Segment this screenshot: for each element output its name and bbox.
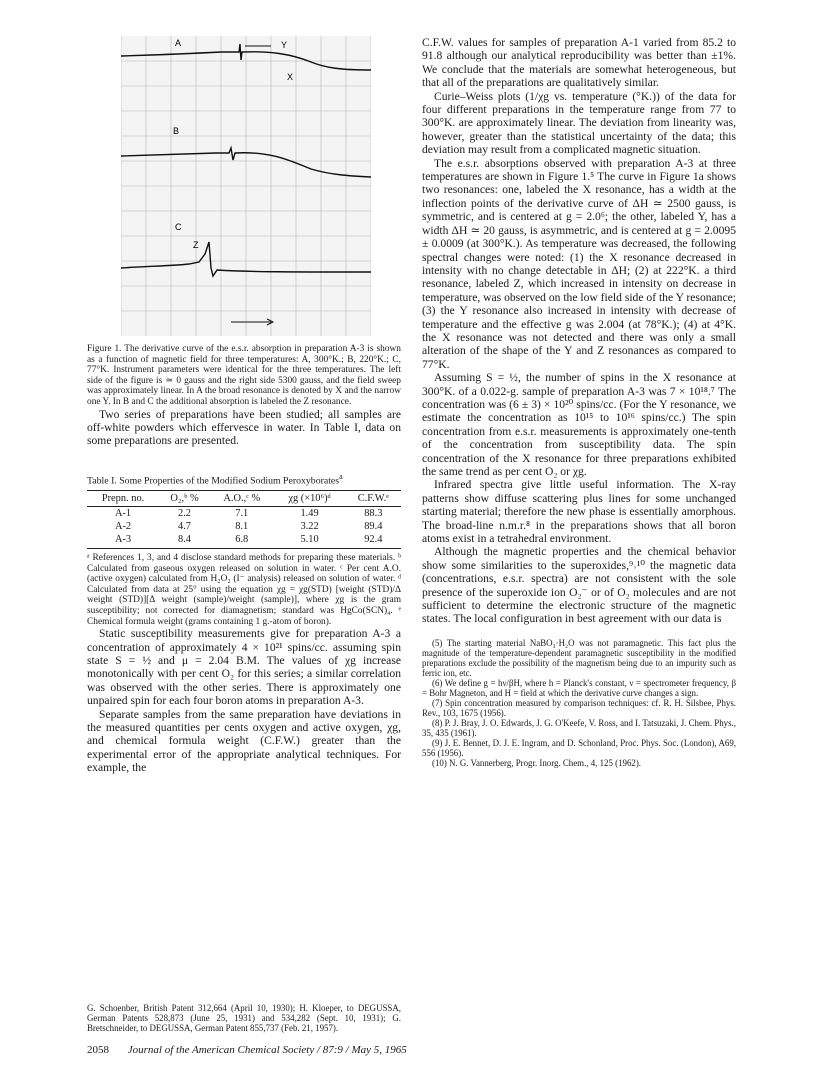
table-cell: A-2 [114, 521, 132, 533]
table-title-mark: a [339, 471, 343, 481]
table-cell: 1.49 [300, 508, 319, 520]
table-row [87, 533, 401, 549]
reference-note: (9) J. E. Bennet, D. J. E. Ingram, and D. Schonland, Proc. Phys. Soc. (London), A69, 556 (1956). [422, 737, 736, 758]
right-paragraph-4: Assuming S = ½, the number of spins in the X resonance at 300°K. of a 0.022-g. sample of preparation A-3 was 7 × 10¹⁸.⁷ The concentration was (6 ± 3) × 10²⁰ spins/cc. (For the Y resonance, we estimate the concentration as 10¹⁵ to 10¹⁶ spins/cc.) The spin concentration from e.s.r. measurements is approximately one-tenth of the concentration from susceptibility data. The spin concentration of the X resonance for three preparations exhibited the same trend as per cent O₂ or χg. [422, 371, 736, 478]
table-row [87, 507, 401, 521]
table-title [87, 472, 401, 486]
reference-note: (8) P. J. Bray, J. O. Edwards, J. G. O'Keefe, V. Ross, and I. Tatsuzaki, J. Chem. Phys., 35, 435 (1961). [422, 717, 736, 738]
y-resonance-label: Y [281, 40, 288, 50]
table-cell: 88.3 [364, 508, 383, 520]
table-cell: 7.1 [235, 508, 249, 520]
page-footer [87, 1044, 737, 1056]
right-paragraph-1: C.F.W. values for samples of preparation A-1 varied from 85.2 to 91.8 although our analytical reproducibility was better than ±1%. We conclude that the materials are somewhat heterogeneous, but that all of the preparations are qualitatively similar. [422, 36, 736, 90]
table-cell: 6.8 [210, 533, 274, 549]
left-paragraph-1: Two series of preparations have been studied; all samples are off-white powders which effervesce in water. In Table I, data on some preparations are presented. [87, 407, 401, 448]
table-header-cell: O₂,ᵇ % [159, 491, 210, 507]
left-paragraph-3: Separate samples from the same preparation have deviations in the measured quantities per cents oxygen and active oxygen, χg, and chemical formula weight (C.F.W.) greater than the experimental error of the appropriate analytical techniques. For example, the [87, 707, 401, 775]
right-paragraph-2: Curie–Weiss plots (1/χg vs. temperature (°K.)) of the data for four different preparations in the temperature range from 77 to 300°K. are approximately linear. The deviation from linearity was, however, greater than the statistical uncertainty of the data; this deviation may result from a complicated magnetic situation. [422, 89, 736, 157]
table-title-text: Table I. Some Properties of the Modified Sodium Peroxyborates [87, 475, 340, 487]
table-cell: 89.4 [364, 521, 383, 533]
table-cell: A-1 [114, 508, 132, 520]
table-cell: 92.4 [346, 533, 401, 549]
properties-table [87, 490, 401, 549]
reference-note: (5) The starting material NaBO₃·H₂O was not paramagnetic. This fact plus the magnitude of the temperature-dependent paramagnetic susceptibility in the modified preparations exclude the possibility of the magnetism being due to an impurity such as ferric ion, etc. [422, 637, 736, 678]
reference-notes [422, 638, 736, 768]
table-footnotes: ᵃ References 1, 3, and 4 disclose standard methods for preparing these materials. ᵇ Calculated from gaseous oxygen released on solution in water. ᶜ Per cent A.O. (active oxygen) calculated from H₂O₂ (I⁻ analysis) released on solution of water. ᵈ Calculated from data at 25° using the equation χg = χg(STD) [weight (STD)/Δ weight (STD)][Δ weight (sample)/weight (sample)], where χg is the gram susceptibility; not corrected for diamagnetism; standard was HgCo(SCN)₄. ᵉ Chemical formula weight (grams containing 1 g.-atom of boron). [87, 553, 401, 627]
table-header-cell: A.O.,ᶜ % [210, 491, 274, 507]
right-column [422, 36, 736, 768]
page-number: 2058 [87, 1044, 109, 1056]
table-cell: 3.22 [300, 521, 319, 533]
table-header-row [87, 491, 401, 507]
right-paragraph-3: The e.s.r. absorptions observed with preparation A-3 at three temperatures are shown in Figure 1.⁵ The curve in Figure 1a shows two resonances: one, labeled the X resonance, has a width at the inflection points of the derivative curve of ΔH ≃ 2500 gauss, is symmetric, and is centered at g = 2.0⁶; the other, labeled Y, has a width ΔH ≃ 20 gauss, is asymmetric, and is centered at g = 2.0095 ± 0.0009 (at 300°K.). As temperature was decreased, the following spectral changes were noted: (1) the X resonance decreased in intensity with no change detectable in ΔH; (2) at 222°K. a third resonance, labeled Z, which increased in intensity on decrease in temperature, was observed on the low field side of the Y resonance; (3) the Y resonance also increased in intensity with decrease of temperature and the effective g was 2.004 (at 78°K.); (4) at 4°K. the X resonance was not detected and there was only a small alteration of the shape of the Y and Z resonances as compared to 77°K. [422, 156, 736, 371]
figure-caption: Figure 1. The derivative curve of the e.s.r. absorption in preparation A-3 is shown as a function of magnetic field for three temperatures: A, 300°K.; B, 220°K.; C, 77°K. Instrument parameters were identical for the three temperatures. The left side of the figure is ≃ 0 gauss and the right side 5300 gauss, and the field sweep was approximately linear. In A the broad resonance is denoted by X and the narrow one Y. In B and C the additional absorption is labeled the Z resonance. [87, 344, 401, 407]
x-resonance-label: X [287, 72, 294, 82]
right-paragraph-5: Infrared spectra give little useful information. The X-ray patterns show diffuse scattering plus lines for some unchanged starting material; therefore the new phase is essentially amorphous. The broad-line n.m.r.⁸ in the preparations shows that all boron atoms exist in a tetrahedral environment. [422, 478, 736, 546]
left-column [87, 36, 401, 775]
table-header-cell: χg (×10⁶)ᵈ [274, 491, 346, 507]
reference-note: (7) Spin concentration measured by comparison techniques: cf. R. H. Silsbee, Phys. Rev., 103, 1675 (1956). [422, 697, 736, 718]
table-cell: 4.7 [178, 521, 192, 533]
table-cell: 8.4 [159, 533, 210, 549]
table-cell: A-3 [87, 533, 159, 549]
table-cell: 2.2 [178, 508, 192, 520]
trace-c-label: C [175, 222, 182, 232]
table-cell: 8.1 [235, 521, 249, 533]
trace-b-label: B [173, 126, 180, 136]
figure-1-esr-spectrum [121, 36, 371, 336]
right-paragraph-6: Although the magnetic properties and the chemical behavior show some similarities to the superoxides,⁹˒¹⁰ the magnetic data (concentrations, e.s.r. spectra) are not consistent with the sole presence of the superoxide ion O₂⁻ or of O₂ molecules and are not sufficient to determine the electronic structure of the magnetic states. The local configuration in best agreement with our data is [422, 545, 736, 626]
z-resonance-label: Z [193, 240, 199, 250]
left-paragraph-2: Static susceptibility measurements give for preparation A-3 a concentration of approximately 4 × 10²¹ spins/cc. assuming spin state S = ½ and μ = 2.04 B.M. The values of χg increase monotonically with per cent O₂ for this series; a similar correlation was observed with the other series. There is approximately one unpaired spin for each four boron atoms in preparation A-3. [87, 627, 401, 708]
table-row [87, 520, 401, 533]
table-header-cell: C.F.W.ᵉ [346, 491, 401, 507]
left-footnote: G. Schoenber, British Patent 312,664 (April 10, 1930); H. Kloeper, to DEGUSSA, German Patents 528,873 (June 25, 1931) and 534,282 (Sept. 10, 1931); G. Bretschneider, to DEGUSSA, German Patent 855,737 (Feb. 21, 1957). [87, 1003, 401, 1033]
table-cell: 5.10 [274, 533, 346, 549]
table-header-cell: Prepn. no. [87, 491, 159, 507]
esr-chart-graphic [121, 36, 371, 336]
journal-citation: Journal of the American Chemical Society / 87:9 / May 5, 1965 [127, 1044, 407, 1056]
reference-note: (10) N. G. Vannerberg, Progr. Inorg. Chem., 4, 125 (1962). [432, 757, 642, 768]
reference-note: (6) We define g = hν/βH, where h = Planck's constant, ν = spectrometer frequency, β = Bohr Magneton, and H = field at which the derivative curve changes a sign. [422, 677, 736, 698]
trace-a-label: A [175, 38, 182, 48]
